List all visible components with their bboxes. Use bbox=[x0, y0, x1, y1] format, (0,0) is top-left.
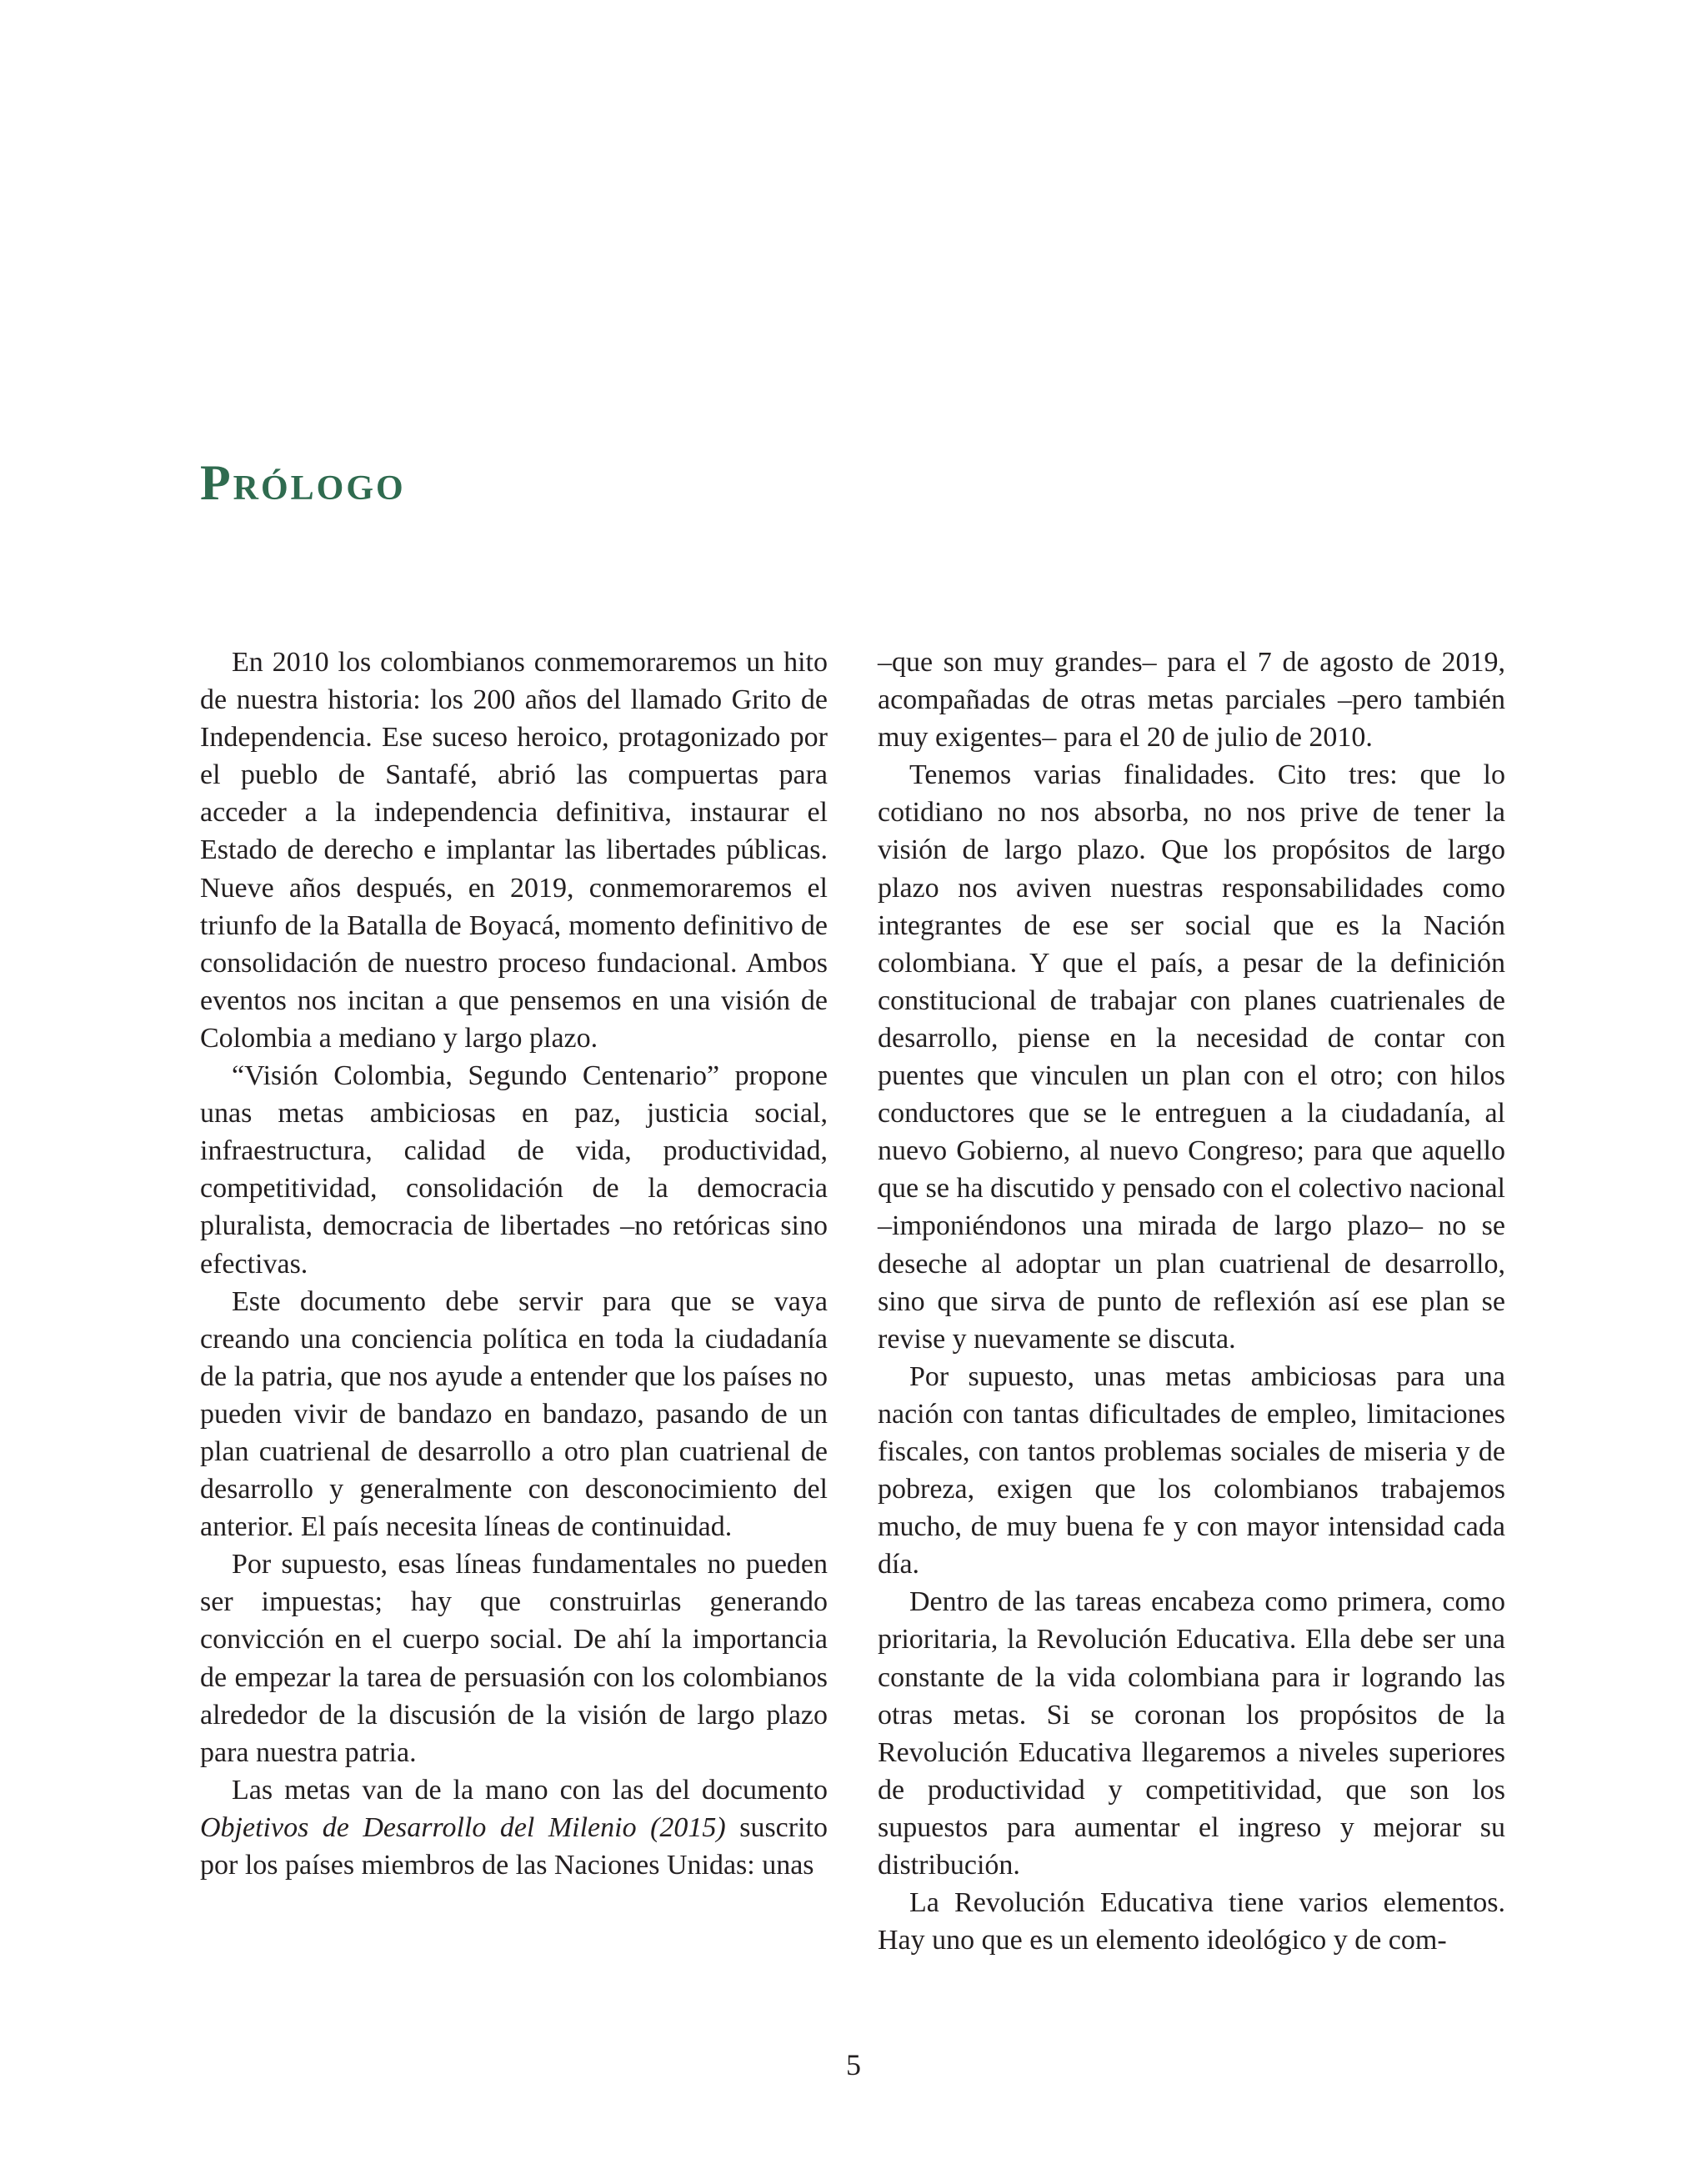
paragraph: Por supuesto, esas líneas fundamentales no pueden ser impuestas; hay que construirlas generando convicción en el cuerpo social. De ahí la importancia de empezar la tarea de persuasión con los colombianos alrededor de la discusión de la visión de largo plazo para nuestra patria. bbox=[200, 1549, 828, 1768]
paragraph: Dentro de las tareas encabeza como primera, como prioritaria, la Revolución Educativa. Ella debe ser una constante de la vida colombiana para ir logrando las otras metas. Si se coronan los propósitos de la Revolución Educativa llegaremos a niveles superiores de productividad y competitividad, que son los supuestos para aumentar el ingreso y mejorar su distribución. bbox=[878, 1586, 1505, 1881]
paragraph-continuation: –que son muy grandes– para el 7 de agosto de 2019, acompañadas de otras metas parciales –pero también muy exigentes– para el 20 de julio de 2010. bbox=[878, 647, 1505, 754]
document-title-italic: Objetivos de Desarrollo del Milenio (2015) bbox=[200, 1811, 726, 1843]
paragraph: Este documento debe servir para que se vaya creando una conciencia política en toda la ciudadanía de la patria, que nos ayude a entender que los países no pueden vivir de bandazo en bandazo, pasando de un plan cuatrienal de desarrollo a otro plan cuatrienal de desarrollo y generalmente con desconocimiento del anterior. El país necesita líneas de continuidad. bbox=[200, 1285, 828, 1543]
paragraph bbox=[200, 1771, 828, 1884]
paragraph: La Revolución Educativa tiene varios elementos. Hay uno que es un elemento ideológico y de com- bbox=[878, 1887, 1505, 1956]
page-number: 5 bbox=[846, 2048, 861, 2081]
paragraph: Por supuesto, unas metas ambiciosas para una nación con tantas dificultades de empleo, limitaciones fiscales, con tantos problemas sociales de miseria y de pobreza, exigen que los colombianos trabajemos mucho, de muy buena fe y con mayor intensidad cada día. bbox=[878, 1360, 1505, 1580]
paragraph-text: Las metas van de la mano con las del documento bbox=[232, 1774, 828, 1806]
paragraph: “Visión Colombia, Segundo Centenario” propone unas metas ambiciosas en paz, justicia social, infraestructura, calidad de vida, productividad, competitividad, consolidación de la democracia pluralista, democracia de libertades –no retóricas sino efectivas. bbox=[200, 1060, 828, 1280]
left-column bbox=[200, 644, 828, 1884]
paragraph-text: suscrito por los países miembros de las Naciones Unidas: unas bbox=[200, 1811, 828, 1881]
chapter-title: Prólogo bbox=[200, 455, 406, 510]
right-column bbox=[878, 644, 1505, 1959]
paragraph: En 2010 los colombianos conmemoraremos un hito de nuestra historia: los 200 años del llamado Grito de Independencia. Ese suceso heroico, protagonizado por el pueblo de Santafé, abrió las compuertas para acceder a la independencia definitiva, instaurar el Estado de derecho e implantar las libertades públicas. Nueve años después, en 2019, conmemoraremos el triunfo de la Batalla de Boyacá, momento definitivo de consolidación de nuestro proceso fundacional. Ambos eventos nos incitan a que pensemos en una visión de Colombia a mediano y largo plazo. bbox=[200, 647, 828, 1054]
paragraph: Tenemos varias finalidades. Cito tres: que lo cotidiano no nos absorba, no nos prive de tener la visión de largo plazo. Que los propósitos de largo plazo nos aviven nuestras responsabilidades como integrantes de ese ser social que es la Nación colombiana. Y que el país, a pesar de la definición constitucional de trabajar con planes cuatrienales de desarrollo, piense en la necesidad de contar con puentes que vinculen un plan con el otro; con hilos conductores que se le entreguen a la ciudadanía, al nuevo Gobierno, al nuevo Congreso; para que aquello que se ha discutido y pensado con el colectivo nacional –imponiéndonos una mirada de largo plazo– no se deseche al adoptar un plan cuatrienal de desarrollo, sino que sirva de punto de reflexión así ese plan se revise y nuevamente se discuta. bbox=[878, 759, 1505, 1355]
